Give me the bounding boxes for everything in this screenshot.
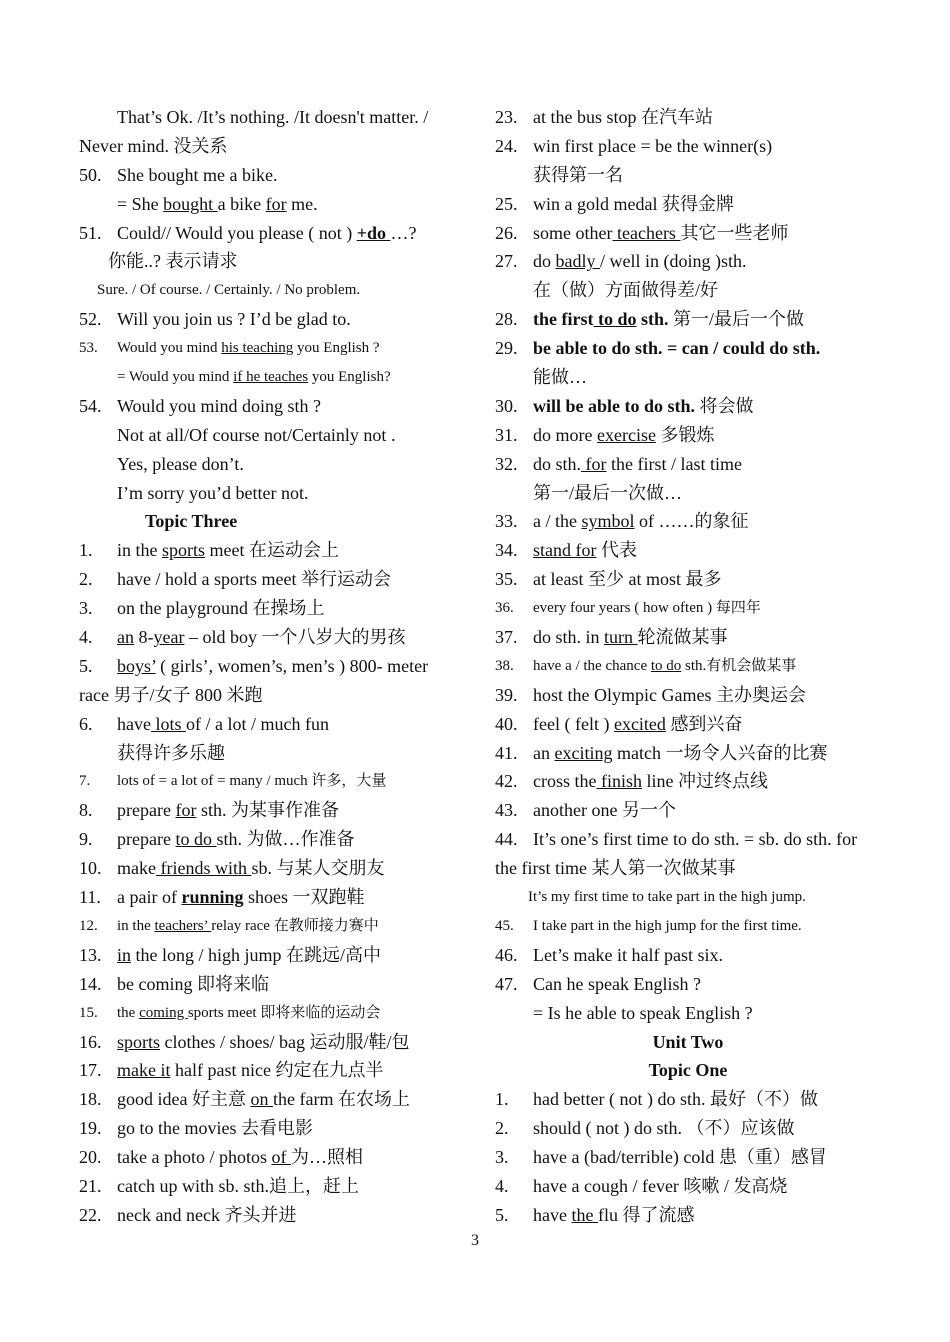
item-text: running [181, 887, 244, 908]
list-item [495, 970, 881, 999]
item-number: 19. [79, 1118, 102, 1139]
list-item [79, 247, 465, 276]
item-number: 34. [495, 540, 518, 561]
item-text: have [117, 713, 151, 734]
list-item [79, 305, 465, 334]
item-text: Sure. / Of course. / Certainly. / No problem. [97, 282, 361, 299]
item-number: 9. [79, 829, 93, 850]
item-text: year [153, 627, 185, 648]
item-text: symbol [581, 511, 635, 532]
list-item [79, 739, 465, 768]
item-number: 45. [495, 917, 514, 934]
item-text: 为…照相 [290, 1147, 363, 1168]
item-text: prepare [117, 800, 176, 821]
item-text: relay race 在教师接力赛中 [211, 917, 379, 934]
item-text: Let’s make it half past six. [533, 944, 723, 965]
list-item [79, 710, 465, 739]
item-text: do [533, 251, 556, 272]
item-text: the first [533, 309, 594, 330]
item-number: 3. [495, 1147, 509, 1168]
list-item [495, 739, 881, 768]
list-item [495, 132, 881, 161]
item-text: finish [596, 771, 642, 792]
item-text: good idea 好主意 [117, 1089, 251, 1110]
item-number: 25. [495, 193, 518, 214]
item-text: his teaching [221, 340, 294, 357]
item-number: 44. [495, 829, 518, 850]
item-text: for [581, 453, 607, 474]
item-number: 40. [495, 713, 518, 734]
item-text: me. [286, 193, 318, 214]
item-number: 14. [79, 973, 102, 994]
item-number: 2. [79, 569, 93, 590]
page-number: 3 [471, 1232, 479, 1249]
right-column [495, 103, 881, 1230]
item-number: 37. [495, 627, 518, 648]
item-number: 3. [79, 598, 93, 619]
list-item [495, 421, 881, 450]
list-item [79, 363, 465, 392]
item-number: 5. [79, 655, 93, 676]
item-text: Yes, please don’t. [117, 453, 244, 474]
item-number: 46. [495, 944, 518, 965]
item-text: go to the movies 去看电影 [117, 1118, 313, 1139]
list-item [79, 999, 465, 1028]
item-number: 54. [79, 395, 102, 416]
item-text: cross the [533, 771, 597, 792]
item-text: for [265, 193, 287, 214]
list-item [495, 103, 881, 132]
item-number: 41. [495, 742, 518, 763]
list-item [495, 883, 881, 912]
item-text: 多锻炼 [655, 424, 715, 445]
list-item [495, 363, 881, 392]
list-item [79, 190, 465, 219]
item-number: 43. [495, 800, 518, 821]
item-number: 28. [495, 309, 518, 330]
item-text: clothes / shoes/ bag 运动服/鞋/包 [160, 1031, 410, 1052]
item-text: 轮流做某事 [637, 627, 728, 648]
item-text: meet 在运动会上 [205, 540, 339, 561]
item-text: ( girls’, women’s, men’s ) 800- meter [155, 655, 429, 676]
list-item [495, 219, 881, 248]
item-text: be coming 即将来临 [117, 973, 269, 994]
list-item [79, 479, 465, 508]
item-text: sth.有机会做某事 [681, 657, 797, 674]
list-item [79, 825, 465, 854]
list-item [495, 334, 881, 363]
item-number: 30. [495, 395, 518, 416]
item-number: 39. [495, 684, 518, 705]
list-item [79, 1056, 465, 1085]
item-number: 10. [79, 858, 102, 879]
item-text: every four years ( how often ) 每四年 [533, 600, 761, 617]
list-item [79, 970, 465, 999]
item-text: sb. 与某人交朋友 [251, 858, 385, 879]
item-text: at the bus stop 在汽车站 [533, 107, 713, 127]
list-item [79, 854, 465, 883]
list-item [495, 652, 881, 681]
item-text: catch up with sb. sth.追上，赶上 [117, 1175, 359, 1196]
list-item [79, 276, 465, 305]
item-text: 获得许多乐趣 [117, 742, 225, 763]
item-text: have a (bad/terrible) cold 患（重）感冒 [533, 1147, 827, 1168]
item-text: prepare [117, 829, 176, 850]
item-text: 感到兴奋 [665, 713, 743, 734]
item-text: for [175, 800, 197, 821]
item-text: I’m sorry you’d better not. [117, 482, 309, 503]
list-item [495, 305, 881, 334]
list-item [79, 334, 465, 363]
item-text: in the [117, 917, 155, 934]
item-text: line 冲过终点线 [642, 771, 768, 792]
item-text: She bought me a bike. [117, 164, 278, 185]
item-text: stand for [533, 540, 597, 561]
item-text: sth. 为某事作准备 [196, 800, 339, 821]
item-number: 47. [495, 973, 518, 994]
item-text: had better ( not ) do sth. 最好（不）做 [533, 1089, 818, 1110]
list-item [79, 161, 465, 190]
list-item [79, 767, 465, 796]
item-text: you English? [308, 369, 391, 386]
item-number: 26. [495, 222, 518, 243]
item-text: you English ? [293, 340, 380, 357]
list-item [495, 1056, 881, 1085]
item-number: 31. [495, 424, 518, 445]
item-text: have [533, 1204, 572, 1225]
list-item [495, 565, 881, 594]
item-text: 获得第一名 [533, 164, 623, 185]
item-text: some other [533, 222, 613, 243]
item-number: 6. [79, 713, 93, 734]
item-text: I take part in the high jump for the first time. [533, 917, 802, 934]
list-item [79, 132, 465, 161]
item-text: have / hold a sports meet 举行运动会 [117, 569, 391, 590]
item-text: boys’ [117, 655, 156, 676]
item-text: 其它一些老师 [680, 222, 789, 243]
list-item [495, 1143, 881, 1172]
item-text: should ( not ) do sth. （不）应该做 [533, 1118, 795, 1139]
item-number: 16. [79, 1031, 102, 1052]
list-item [495, 1201, 881, 1230]
item-number: 33. [495, 511, 518, 532]
list-item [495, 594, 881, 623]
item-text: 在（做）方面做得差/好 [533, 280, 718, 301]
item-text: will be able to do sth. [533, 395, 696, 416]
item-number: 27. [495, 251, 518, 272]
item-text: 代表 [596, 540, 637, 561]
item-text: 第一/最后一次做… [533, 482, 683, 503]
list-item [79, 219, 465, 248]
item-text: lots of = a lot of = many / much 许多，大量 [117, 773, 387, 790]
item-text: the [571, 1204, 598, 1225]
list-item [495, 392, 881, 421]
list-item [495, 854, 881, 883]
item-text: = Is he able to speak English ? [533, 1002, 753, 1023]
item-number: 1. [495, 1089, 509, 1110]
item-text: Will you join us ? I’d be glad to. [117, 309, 351, 330]
item-text: to do [175, 829, 217, 850]
item-number: 38. [495, 657, 514, 674]
item-text: the [117, 1004, 140, 1021]
item-text: Never mind. 没关系 [79, 135, 228, 156]
item-text: race 男子/女子 800 米跑 [79, 684, 263, 705]
item-text: a bike [217, 193, 266, 214]
list-item [79, 1114, 465, 1143]
item-number: 24. [495, 135, 518, 156]
list-item [79, 941, 465, 970]
item-number: 12. [79, 917, 98, 934]
item-text: half past nice 约定在九点半 [170, 1060, 384, 1081]
item-text: Would you mind doing sth ? [117, 395, 322, 416]
list-item [495, 796, 881, 825]
list-item [495, 450, 881, 479]
item-number: 20. [79, 1147, 102, 1168]
item-number: 1. [79, 540, 93, 561]
item-text: 第一/最后一个做 [668, 309, 805, 330]
item-number: 7. [79, 773, 91, 790]
list-item [79, 450, 465, 479]
list-item [79, 883, 465, 912]
list-item [79, 681, 465, 710]
item-number: 11. [79, 887, 101, 908]
item-text: the first time 某人第一次做某事 [495, 858, 736, 879]
list-item [495, 999, 881, 1028]
list-item [495, 190, 881, 219]
item-text: have a cough / fever 咳嗽 / 发高烧 [533, 1175, 788, 1196]
item-text: do more [533, 424, 597, 445]
list-item [79, 1143, 465, 1172]
list-item [495, 681, 881, 710]
item-text: teachers’ [154, 917, 212, 934]
item-text: Can he speak English ? [533, 973, 701, 994]
item-number: 23. [495, 107, 518, 127]
item-text: Would you mind [117, 340, 222, 357]
item-number: 36. [495, 600, 514, 617]
item-text: do sth. in [533, 627, 605, 648]
item-number: 29. [495, 338, 518, 359]
item-text: excited [613, 713, 666, 734]
item-text: the long / high jump 在跳远/高中 [131, 944, 382, 965]
item-text: bought [163, 193, 218, 214]
list-item [79, 1172, 465, 1201]
item-text: teachers [612, 222, 681, 243]
list-item [79, 1201, 465, 1230]
list-item [79, 796, 465, 825]
item-number: 32. [495, 453, 518, 474]
item-text: match 一场令人兴奋的比赛 [612, 742, 828, 763]
item-text: Topic One [648, 1060, 728, 1081]
list-item [79, 1028, 465, 1057]
item-text: friends [155, 858, 215, 879]
list-item [495, 247, 881, 276]
item-text: an [117, 627, 134, 648]
item-text: take a photo / photos [117, 1147, 272, 1168]
item-text: neck and neck 齐头并进 [117, 1204, 297, 1225]
item-number: 52. [79, 309, 102, 330]
item-text: host the Olympic Games 主办奥运会 [533, 684, 806, 705]
item-text: 8- [134, 627, 154, 648]
item-text: an [533, 742, 555, 763]
item-text: on [250, 1089, 273, 1110]
item-text: on the playground 在操场上 [117, 598, 325, 619]
item-number: 8. [79, 800, 93, 821]
item-number: 4. [79, 627, 93, 648]
item-text: win first place = be the winner(s) [533, 135, 773, 156]
item-text: It’s my first time to take part in the high jump. [528, 889, 806, 906]
item-text: Could// Would you please ( not ) [117, 222, 357, 243]
item-text: sth. 为做…作准备 [216, 829, 355, 850]
list-item [495, 1172, 881, 1201]
list-item [79, 1085, 465, 1114]
item-number: 4. [495, 1175, 509, 1196]
list-item [79, 594, 465, 623]
list-item [79, 507, 465, 536]
item-text: – old boy 一个八岁大的男孩 [184, 627, 406, 648]
list-item [79, 565, 465, 594]
list-item [79, 421, 465, 450]
item-text: of [271, 1147, 291, 1168]
item-text: feel ( felt ) [533, 713, 614, 734]
list-item [79, 912, 465, 941]
list-item [79, 652, 465, 681]
list-item [495, 1114, 881, 1143]
list-item [79, 103, 465, 132]
list-item [495, 1028, 881, 1057]
list-item [495, 1085, 881, 1114]
item-text: It’s one’s first time to do sth. = sb. do sth. for [533, 829, 858, 850]
item-number: 22. [79, 1204, 102, 1225]
item-number: 42. [495, 771, 518, 792]
item-text: win a gold medal 获得金牌 [533, 193, 734, 214]
list-item [79, 392, 465, 421]
item-number: 53. [79, 340, 98, 357]
item-text: a / the [533, 511, 582, 532]
item-text: …? [390, 222, 417, 243]
item-text: coming [139, 1004, 188, 1021]
item-text: the farm 在农场上 [272, 1089, 410, 1110]
list-item [495, 507, 881, 536]
item-text: flu 得了流感 [597, 1204, 695, 1225]
item-text: badly [555, 251, 600, 272]
item-text: exciting [554, 742, 613, 763]
list-item [495, 710, 881, 739]
item-text: Topic Three [145, 511, 238, 532]
list-item [79, 536, 465, 565]
item-number: 18. [79, 1089, 102, 1110]
item-number: 5. [495, 1204, 509, 1225]
item-text: to do [593, 309, 637, 330]
list-item [495, 276, 881, 305]
item-number: 17. [79, 1060, 102, 1081]
item-text: do sth. [533, 453, 582, 474]
item-number: 2. [495, 1118, 509, 1139]
item-number: 15. [79, 1004, 98, 1021]
item-text: if he teaches [233, 369, 309, 386]
item-text: to do [650, 657, 682, 674]
list-item [495, 536, 881, 565]
item-text: make [117, 858, 156, 879]
item-text: That’s Ok. /It’s nothing. /It doesn't matter. / [117, 107, 429, 127]
item-text: a pair of [117, 887, 182, 908]
item-text: sports meet 即将来临的运动会 [187, 1004, 381, 1021]
item-text: in [117, 944, 132, 965]
item-text: Not at all/Of course not/Certainly not . [117, 424, 396, 445]
item-text: 将会做 [695, 395, 754, 416]
left-column [79, 103, 465, 1230]
item-text: 你能..? 表示请求 [108, 251, 238, 272]
item-text: with [214, 858, 252, 879]
item-text: +do [356, 222, 391, 243]
item-text: another one 另一个 [533, 800, 676, 821]
item-text: exercise [596, 424, 656, 445]
item-text: the first / last time [606, 453, 742, 474]
item-text: in the [117, 540, 162, 561]
item-text: of / a lot / much fun [186, 713, 329, 734]
item-text: / well in (doing )sth. [600, 251, 747, 272]
item-text: make it [117, 1060, 171, 1081]
list-item [495, 623, 881, 652]
item-text: turn [604, 627, 638, 648]
item-text: sth. [636, 309, 669, 330]
item-text: sports [117, 1031, 161, 1052]
list-item [79, 623, 465, 652]
item-number: 13. [79, 944, 102, 965]
item-text: Unit Two [652, 1031, 724, 1052]
item-text: lots [150, 713, 186, 734]
item-text: at least 至少 at most 最多 [533, 569, 722, 590]
item-text: = Would you mind [117, 369, 234, 386]
item-text: 能做… [533, 367, 587, 388]
list-item [495, 161, 881, 190]
item-number: 21. [79, 1175, 102, 1196]
item-text: of ……的象征 [634, 511, 749, 532]
list-item [495, 825, 881, 854]
item-text: shoes 一双跑鞋 [243, 887, 365, 908]
item-text: = She [117, 193, 164, 214]
item-text: sports [162, 540, 206, 561]
list-item [495, 479, 881, 508]
item-number: 35. [495, 569, 518, 590]
item-text: be able to do sth. = can / could do sth. [533, 338, 821, 359]
list-item [495, 941, 881, 970]
item-number: 51. [79, 222, 102, 243]
list-item [495, 767, 881, 796]
list-item [495, 912, 881, 941]
item-number: 50. [79, 164, 102, 185]
item-text: have a / the chance [533, 657, 651, 674]
